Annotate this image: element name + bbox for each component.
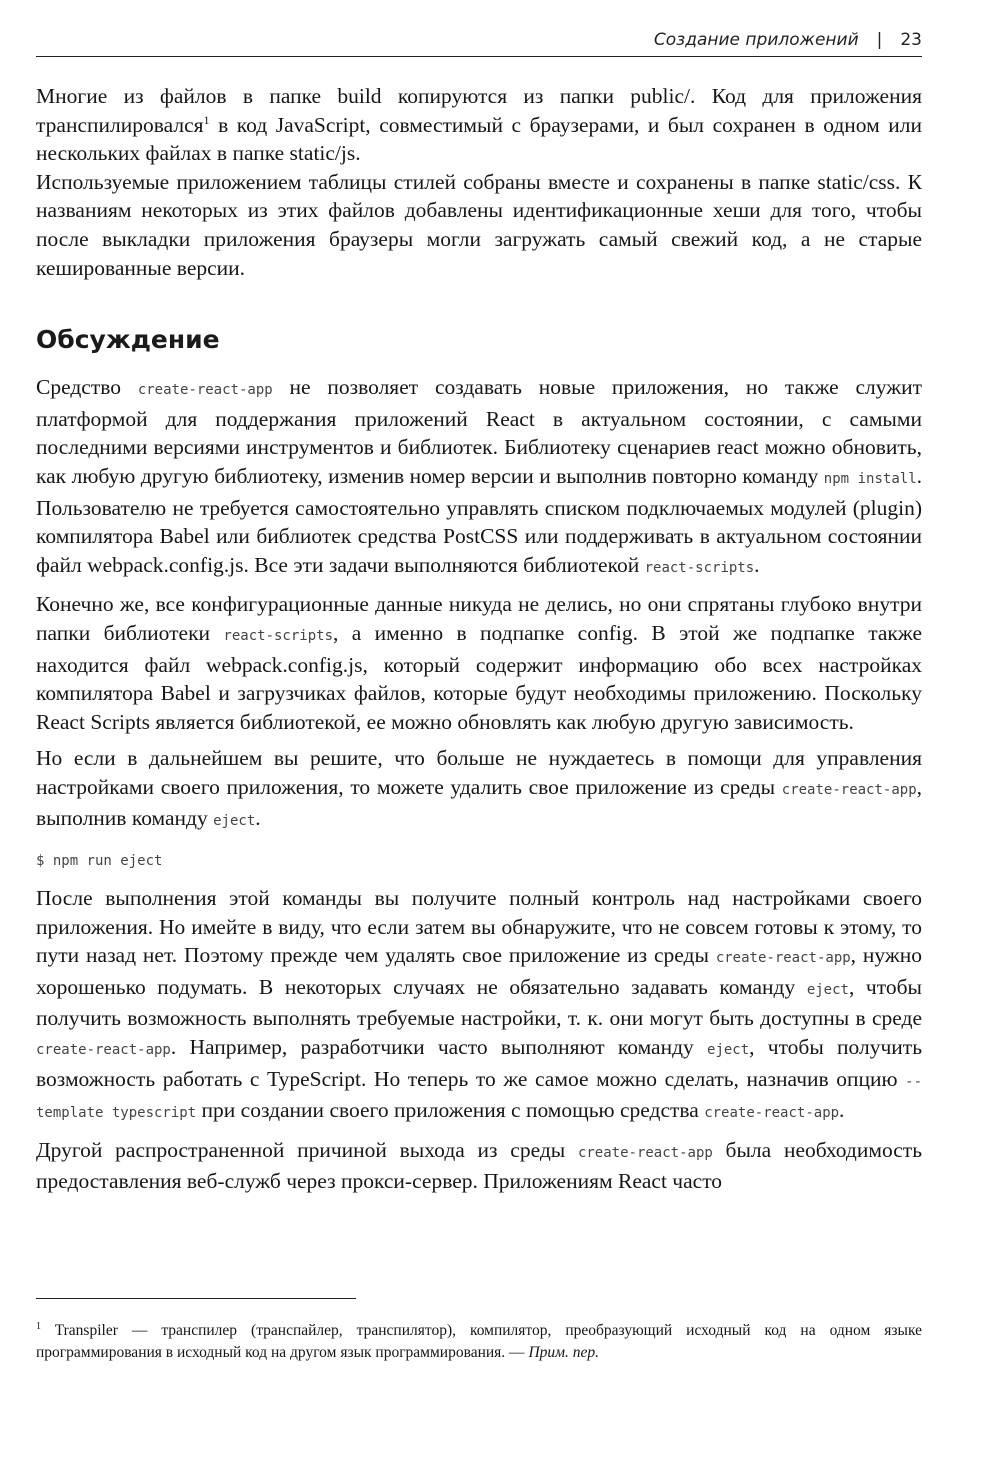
inline-code: create-react-app <box>577 1144 713 1161</box>
header-separator: | <box>876 30 883 50</box>
inline-code: create-react-app <box>137 382 273 399</box>
inline-code: eject <box>707 1042 750 1059</box>
section-heading: Обсуждение <box>36 325 220 355</box>
inline-code: create-react-app <box>781 781 917 798</box>
inline-code: react-scripts <box>644 559 755 576</box>
footnote-number: 1 <box>36 1320 41 1332</box>
inline-code: create-react-app <box>715 950 851 967</box>
paragraph: Но если в дальнейшем вы решите, что больше не нуждаетесь в помощи для управления настройками своего приложения, то можете удалить свое приложение из среды create-react-app, выполнив команду eject. <box>36 746 922 831</box>
inline-code: eject <box>806 981 849 998</box>
footnote-marker: 1 <box>203 112 210 127</box>
page-number: 23 <box>900 30 922 50</box>
inline-code: eject <box>213 813 256 830</box>
translator-note: Прим. пер. <box>528 1344 600 1361</box>
header-rule <box>36 56 922 57</box>
inline-code: create-react-app <box>36 1042 171 1059</box>
book-page <box>36 0 922 1458</box>
paragraph: Средство create-react-app не позволяет создавать новые приложения, но также служит платформой для поддержания приложений React в актуальном состоянии, с самыми последними версиями инструментов и библиотек. Библиотеку сценариев react можно обновить, как любую другую библиотеку, изменив номер версии и выполнив повторно команду npm install. Пользователю не требуется самостоятельно управлять списком подключаемых модулей (plugin) компилятора Babel или библиотек средства PostCSS или поддерживать в актуальном состоянии файл webpack.config.js. Все эти задачи выполняются библиотекой react-scripts. <box>36 375 923 577</box>
footnote: $^1$ Transpiler — транспилер (транспайлер, транспилятор), компилятор, преобразующий исходный код на одном языке программирования в исходный код на другом язык программирования. — Прим. пер. <box>36 1320 922 1361</box>
footnote-rule <box>36 1298 356 1299</box>
inline-code: npm install <box>823 470 917 487</box>
paragraph: После выполнения этой команды вы получите полный контроль над настройками своего приложения. Но имейте в виду, что если затем вы обнаружите, что не совсем готовы к этому, то пути назад нет. Поэтому прежде чем удалять свое приложение из среды create-react-app, нужно хорошенько подумать. В некоторых случаях не обязательно задавать команду eject, чтобы получить возможность выполнять требуемые настройки, т. к. они могут быть доступны в среде create-react-app. Например, разработчики часто выполняют команду eject, чтобы получить возможность работать с TypeScript. Но теперь то же самое можно сделать, назначив опцию --template typescript при создании своего приложения с помощью средства create-react-app. <box>36 886 923 1123</box>
inline-code: --template typescript <box>36 1073 922 1122</box>
inline-code: react-scripts <box>223 627 333 644</box>
paragraph: Конечно же, все конфигурационные данные никуда не делись, но они спрятаны глубоко внутри папки библиотеки react-scripts, а именно в подпапке config. В этой же подпапке также находится файл webpack.config.js, который содержит информацию обо всех настройках компилятора Babel и загрузчиках файлов, которые будут необходимы приложению. Поскольку React Scripts является библиотекой, ее можно обновлять как любую другую зависимость. <box>36 592 922 734</box>
running-header <box>654 30 922 50</box>
paragraph: Многие из файлов в папке build копируются из папки public/. Код для приложения транспилировался$^1$ в код JavaScript, совместимый с браузерами, и был сохранен в одном или нескольких файлах в папке static/js. <box>36 84 922 166</box>
code-block: $ npm run eject <box>36 853 163 870</box>
body-text <box>36 82 922 1196</box>
section-title: Создание приложений <box>653 30 859 50</box>
paragraph: Используемые приложением таблицы стилей собраны вместе и сохранены в папке static/css. К названиям некоторых из этих файлов добавлены идентификационные хеши для того, чтобы после выкладки приложения браузеры могли загружать самый свежий код, а не старые кешированные версии. <box>36 169 922 280</box>
paragraph: Другой распространенной причиной выхода из среды create-react-app была необходимость предоставления веб-служб через прокси-сервер. Приложениям React часто <box>36 1137 923 1194</box>
inline-code: create-react-app <box>704 1105 840 1122</box>
